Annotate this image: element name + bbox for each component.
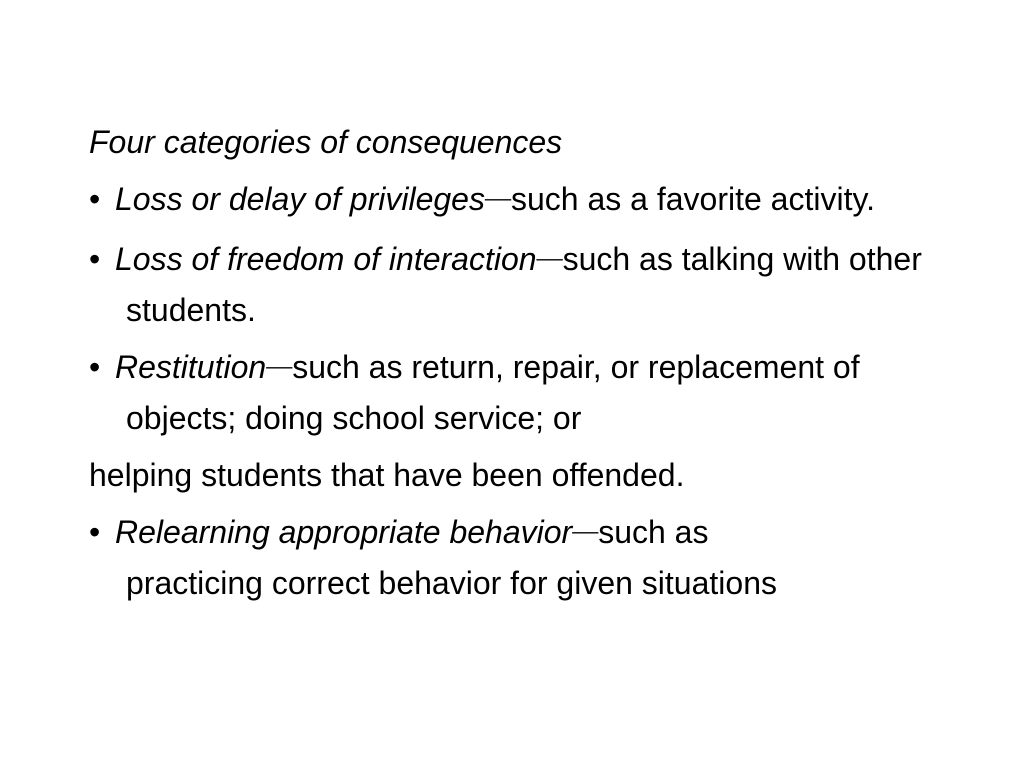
bullet-icon: • [89,514,101,550]
bullet-description: such as a favorite activity. [510,181,875,217]
bullet-term: Loss or delay of privileges [115,181,485,217]
continuation-text: helping students that have been offended. [89,457,685,493]
bullet-term: Relearning appropriate behavior [115,514,573,550]
bullet-item-interaction [89,235,949,334]
em-dash: — [536,243,563,272]
bullet-description: such as practicing correct behavior for given situations [126,514,777,601]
em-dash: — [572,516,599,545]
bullet-description: such as return, repair, or replacement of objects; doing school service; or [126,349,860,436]
bullet-item-restitution [89,343,956,442]
bullet-icon: • [89,349,101,385]
em-dash: — [484,183,511,212]
bullet-description: such as talking with other students. [126,241,922,328]
bullet-icon: • [89,241,101,277]
bullet-term: Restitution [115,349,267,385]
bullet-item-relearning [89,508,826,607]
bullet-icon: • [89,181,101,217]
slide-heading: Four categories of consequences [89,124,563,160]
slide-content [89,118,949,616]
bullet-term: Loss of freedom of interaction [115,241,537,277]
em-dash: — [266,351,293,380]
bullet-item-privileges [89,175,949,226]
